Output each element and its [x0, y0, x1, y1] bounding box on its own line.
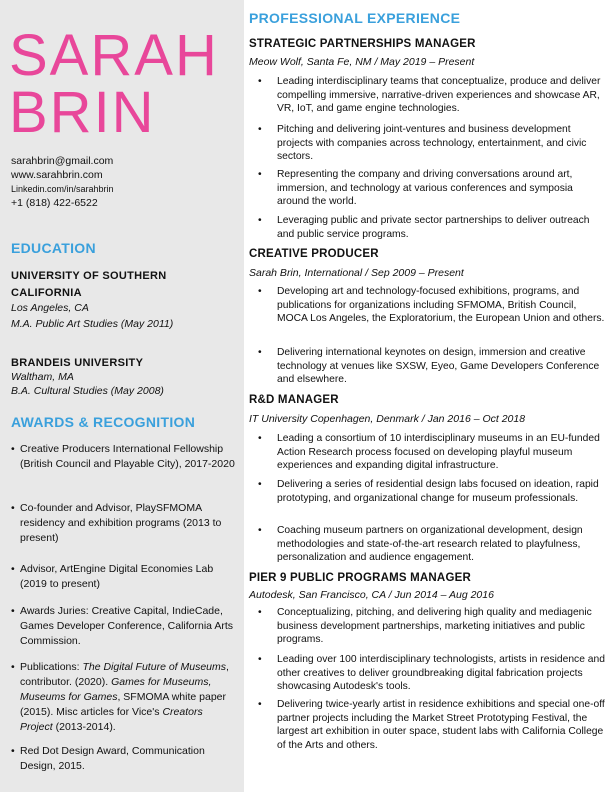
bullet-icon: • [11, 443, 15, 455]
job-title: STRATEGIC PARTNERSHIPS MANAGER [249, 38, 476, 50]
school-name: BRANDEIS UNIVERSITY [11, 357, 144, 369]
contact-phone: +1 (818) 422-6522 [11, 197, 98, 209]
school-location: Waltham, MA [11, 371, 74, 383]
bullet-icon: • [258, 699, 262, 710]
bullet-icon: • [11, 745, 15, 757]
school-degree: M.A. Public Art Studies (May 2011) [11, 318, 174, 330]
experience-heading: PROFESSIONAL EXPERIENCE [249, 10, 461, 26]
bullet-icon: • [11, 502, 15, 514]
bullet-icon: • [258, 525, 262, 536]
school-location: Los Angeles, CA [11, 302, 89, 314]
job-subtitle: Meow Wolf, Santa Fe, NM / May 2019 – Present [249, 56, 475, 68]
award-item: • Creative Producers International Fellowship (British Council and Playable City), 2017-2020 [11, 443, 235, 470]
contact-email[interactable]: sarahbrin@gmail.com [11, 155, 114, 167]
awards-heading: AWARDS & RECOGNITION [11, 414, 196, 430]
bullet-icon: • [258, 76, 262, 87]
contact-linkedin[interactable]: Linkedin.com/in/sarahbrin [11, 184, 114, 194]
bullet-icon: • [258, 169, 262, 180]
name-first: SARAH [9, 23, 219, 88]
contact-website[interactable]: www.sarahbrin.com [11, 169, 103, 181]
job-subtitle: IT University Copenhagen, Denmark / Jan 2016 – Oct 2018 [249, 413, 526, 425]
bullet-icon: • [11, 605, 15, 617]
bullet-icon: • [258, 347, 262, 358]
job-title: R&D MANAGER [249, 394, 339, 406]
bullet-icon: • [258, 654, 262, 665]
job-title: CREATIVE PRODUCER [249, 248, 379, 260]
bullet-icon: • [258, 215, 262, 226]
bullet-icon: • [258, 433, 262, 444]
bullet-icon: • [258, 286, 262, 297]
bullet-icon: • [11, 661, 15, 673]
award-item: • Advisor, ArtEngine Digital Economies Lab (2019 to present) [11, 563, 214, 590]
job-title: PIER 9 PUBLIC PROGRAMS MANAGER [249, 572, 471, 584]
school-name: UNIVERSITY OF SOUTHERN CALIFORNIA [11, 270, 167, 299]
bullet-icon: • [258, 124, 262, 135]
job-subtitle: Autodesk, San Francisco, CA / Jun 2014 – Aug 2016 [249, 589, 494, 601]
bullet-icon: • [258, 607, 262, 618]
award-item: • Awards Juries: Creative Capital, IndieCade, Games Developer Conference, California Arts Commission. [11, 605, 234, 647]
name-last: BRIN [9, 80, 156, 145]
award-item: • Red Dot Design Award, Communication Design, 2015. [11, 745, 205, 772]
bullet-icon: • [11, 563, 15, 575]
school-degree: B.A. Cultural Studies (May 2008) [11, 385, 164, 397]
education-heading: EDUCATION [11, 240, 96, 256]
job-subtitle: Sarah Brin, International / Sep 2009 – Present [249, 267, 464, 279]
bullet-icon: • [258, 479, 262, 490]
award-item-publications: • Publications: The Digital Future of Museums, contributor. (2020). Games for Museums, Museums for Games, SFMOMA white paper (2015). Misc articles for Vice's Creators Project (2013-2014). [11, 661, 229, 733]
award-item: • Co-founder and Advisor, PlaySFMOMA residency and exhibition programs (2013 to present) [11, 502, 222, 544]
